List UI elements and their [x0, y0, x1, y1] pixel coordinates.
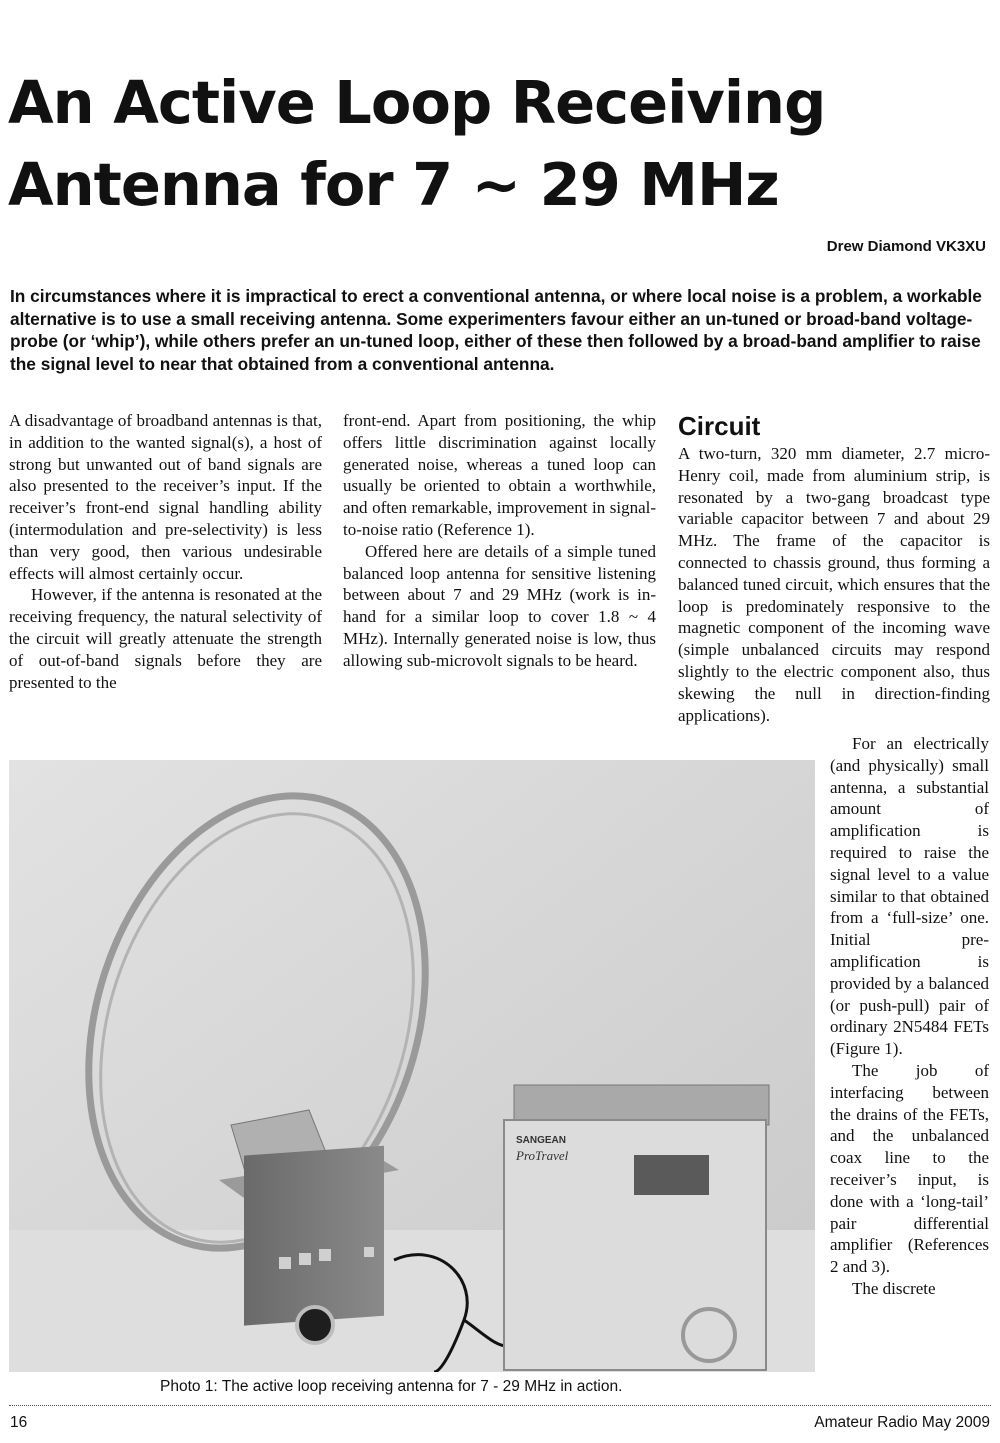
article-title — [8, 62, 998, 226]
column-3 — [678, 410, 990, 726]
column-4 — [830, 733, 989, 1300]
lede-paragraph: In circumstances where it is impractical to erect a conventional antenna, or where local noise is a problem, a workable alternative is to use a small receiving antenna. Some experimenters favour either an un-tuned or broad-band voltage-probe (or ‘whip’), while others prefer an un-tuned loop, either of these then followed by a broad-band amplifier to raise the signal level to near that obtained from a conventional antenna. — [10, 286, 982, 374]
page-number: 16 — [10, 1414, 28, 1431]
radio-model: ProTravel — [516, 1148, 569, 1163]
circuit-heading: Circuit — [678, 411, 761, 441]
body-paragraph: A two-turn, 320 mm diameter, 2.7 micro-Henry coil, made from aluminium strip, is resonated by a two-gang broadcast type variable capacitor between 7 and about 29 MHz. The frame of the capacitor is connected to chassis ground, thus forming a balanced tuned circuit, which ensures that the loop is predominately responsive to the magnetic component of the incoming wave (simple unbalanced circuits may respond slightly to the electric component also, thus skewing the null in direction-finding applications). — [678, 444, 990, 725]
footer-rule — [9, 1405, 991, 1406]
title-line-1: An Active Loop Receiving — [8, 68, 826, 137]
column-1 — [9, 410, 322, 693]
radio-receiver — [504, 1085, 769, 1370]
title-line-2: Antenna for 7 ~ 29 MHz — [8, 150, 779, 219]
body-paragraph: The job of interfacing between the drains of the FETs, and the unbalanced coax line to the receiver’s input, is done with a ‘long-tail’ pair differential amplifier (References 2 and 3). — [830, 1060, 989, 1277]
photo-caption: Photo 1: The active loop receiving antenna for 7 - 29 MHz in action. — [160, 1378, 623, 1395]
column-2 — [343, 410, 656, 672]
author-byline: Drew Diamond VK3XU — [826, 238, 986, 255]
magazine-issue: Amateur Radio May 2009 — [814, 1414, 990, 1431]
body-paragraph: front-end. Apart from positioning, the whip offers little discrimination against locally generated noise, whereas a tuned loop can usually be oriented to obtain a worthwhile, and often remarkable, improvement in signal-to-noise ratio (Reference 1). — [343, 411, 656, 539]
body-paragraph: The discrete — [852, 1278, 936, 1298]
body-paragraph: A disadvantage of broadband antennas is that, in addition to the wanted signal(s), a host of strong but unwanted out of band signals are also presented to the receiver’s input. If the receiver’s front-end signal handling ability (intermodulation and pre-selectivity) is less than very good, then various undesirable effects will almost certainly occur. — [9, 411, 322, 583]
body-paragraph: For an electrically (and physically) small antenna, a substantial amount of amplification is required to raise the signal level to a value similar to that obtained from a ‘full-size’ one. Initial pre-amplification is provided by a balanced (or push-pull) pair of ordinary 2N5484 FETs (Figure 1). — [830, 734, 989, 1059]
body-paragraph: Offered here are details of a simple tuned balanced loop antenna for sensitive listening between about 7 and 29 MHz (work is in-hand for a similar loop to cover 1.8 ~ 4 MHz). Internally generated noise is low, thus allowing sub-microvolt signals to be heard. — [343, 541, 656, 670]
antenna-photo — [9, 760, 815, 1372]
radio-brand: SANGEAN — [516, 1135, 567, 1146]
body-paragraph: However, if the antenna is resonated at the receiving frequency, the natural selectivity of the circuit will greatly attenuate the strength of out-of-band signals before they are presented to the — [9, 585, 322, 692]
